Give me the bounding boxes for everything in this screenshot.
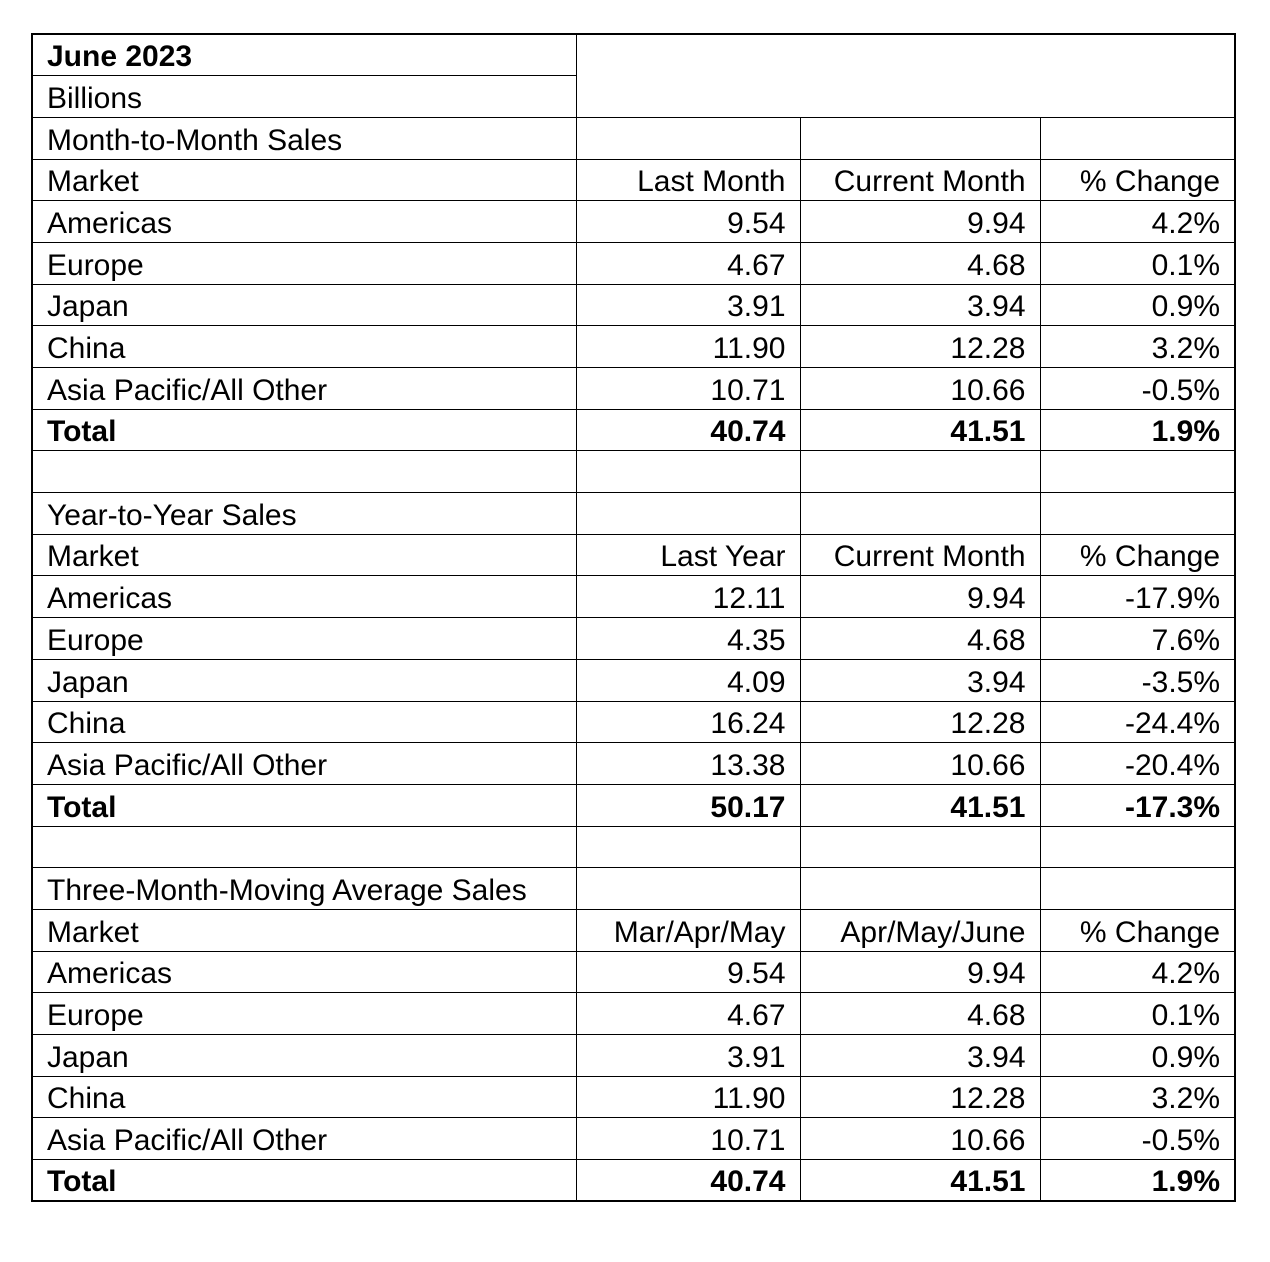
column-header-row — [32, 909, 1235, 951]
blank-cell — [576, 826, 800, 868]
sales-table — [31, 33, 1236, 1202]
title-row — [32, 34, 1235, 76]
market-name: Asia Pacific/All Other — [32, 368, 576, 410]
table-row — [32, 659, 1235, 701]
section-title-row — [32, 117, 1235, 159]
blank-cell — [576, 34, 1235, 76]
value-cell: 13.38 — [576, 743, 800, 785]
table-row — [32, 701, 1235, 743]
market-name: China — [32, 326, 576, 368]
value-cell: 9.54 — [576, 951, 800, 993]
total-value: -17.3% — [1040, 784, 1235, 826]
report-title: June 2023 — [32, 34, 576, 76]
table-row — [32, 951, 1235, 993]
column-header: % Change — [1040, 909, 1235, 951]
blank-cell — [800, 868, 1040, 910]
value-cell: 7.6% — [1040, 618, 1235, 660]
market-name: Asia Pacific/All Other — [32, 1118, 576, 1160]
blank-cell — [800, 451, 1040, 493]
total-value: 41.51 — [800, 409, 1040, 451]
value-cell: 3.94 — [800, 1035, 1040, 1077]
spacer-row — [32, 826, 1235, 868]
column-header: Apr/May/June — [800, 909, 1040, 951]
value-cell: -24.4% — [1040, 701, 1235, 743]
value-cell: 3.2% — [1040, 326, 1235, 368]
value-cell: 4.2% — [1040, 951, 1235, 993]
table-row — [32, 743, 1235, 785]
value-cell: 10.71 — [576, 1118, 800, 1160]
total-value: 40.74 — [576, 409, 800, 451]
section-title: Year-to-Year Sales — [32, 493, 576, 535]
market-name: Americas — [32, 201, 576, 243]
value-cell: 9.54 — [576, 201, 800, 243]
value-cell: 12.28 — [800, 326, 1040, 368]
value-cell: 3.94 — [800, 659, 1040, 701]
value-cell: 10.66 — [800, 1118, 1040, 1160]
blank-cell — [1040, 493, 1235, 535]
value-cell: 0.1% — [1040, 242, 1235, 284]
report-units: Billions — [32, 76, 576, 118]
value-cell: 4.67 — [576, 242, 800, 284]
blank-cell — [1040, 826, 1235, 868]
column-header: Market — [32, 159, 576, 201]
value-cell: -20.4% — [1040, 743, 1235, 785]
market-name: Americas — [32, 951, 576, 993]
total-label: Total — [32, 409, 576, 451]
table-row — [32, 993, 1235, 1035]
blank-cell — [1040, 117, 1235, 159]
value-cell: 0.9% — [1040, 284, 1235, 326]
value-cell: 4.68 — [800, 242, 1040, 284]
column-header: Market — [32, 534, 576, 576]
value-cell: -0.5% — [1040, 368, 1235, 410]
value-cell: 0.9% — [1040, 1035, 1235, 1077]
value-cell: 3.91 — [576, 284, 800, 326]
blank-cell — [1040, 451, 1235, 493]
market-name: Europe — [32, 618, 576, 660]
blank-cell — [32, 451, 576, 493]
column-header-row — [32, 534, 1235, 576]
value-cell: 12.28 — [800, 1076, 1040, 1118]
value-cell: 3.94 — [800, 284, 1040, 326]
section-title: Three-Month-Moving Average Sales — [32, 868, 576, 910]
spacer-row — [32, 451, 1235, 493]
column-header: Last Month — [576, 159, 800, 201]
value-cell: 4.67 — [576, 993, 800, 1035]
units-row — [32, 76, 1235, 118]
blank-cell — [576, 451, 800, 493]
table-row — [32, 201, 1235, 243]
total-label: Total — [32, 1160, 576, 1202]
total-value: 40.74 — [576, 1160, 800, 1202]
value-cell: 11.90 — [576, 1076, 800, 1118]
value-cell: 9.94 — [800, 576, 1040, 618]
value-cell: 10.66 — [800, 743, 1040, 785]
blank-cell — [800, 826, 1040, 868]
total-value: 1.9% — [1040, 409, 1235, 451]
market-name: Japan — [32, 284, 576, 326]
column-header: Current Month — [800, 159, 1040, 201]
value-cell: -17.9% — [1040, 576, 1235, 618]
total-row — [32, 1160, 1235, 1202]
market-name: Japan — [32, 659, 576, 701]
column-header: Current Month — [800, 534, 1040, 576]
blank-cell — [1040, 868, 1235, 910]
value-cell: 3.91 — [576, 1035, 800, 1077]
market-name: Europe — [32, 993, 576, 1035]
market-name: Europe — [32, 242, 576, 284]
blank-cell — [800, 493, 1040, 535]
value-cell: 16.24 — [576, 701, 800, 743]
table-row — [32, 1076, 1235, 1118]
table-row — [32, 1035, 1235, 1077]
blank-cell — [576, 76, 1235, 118]
value-cell: 12.28 — [800, 701, 1040, 743]
market-name: Japan — [32, 1035, 576, 1077]
total-row — [32, 784, 1235, 826]
value-cell: 12.11 — [576, 576, 800, 618]
value-cell: 0.1% — [1040, 993, 1235, 1035]
total-value: 1.9% — [1040, 1160, 1235, 1202]
table-row — [32, 576, 1235, 618]
value-cell: 4.68 — [800, 993, 1040, 1035]
blank-cell — [32, 826, 576, 868]
column-header: % Change — [1040, 534, 1235, 576]
table-row — [32, 242, 1235, 284]
blank-cell — [576, 868, 800, 910]
column-header-row — [32, 159, 1235, 201]
value-cell: 4.2% — [1040, 201, 1235, 243]
market-name: China — [32, 1076, 576, 1118]
section-title-row — [32, 868, 1235, 910]
blank-cell — [576, 117, 800, 159]
column-header: % Change — [1040, 159, 1235, 201]
table-row — [32, 326, 1235, 368]
value-cell: 3.2% — [1040, 1076, 1235, 1118]
table-row — [32, 1118, 1235, 1160]
total-value: 41.51 — [800, 784, 1040, 826]
total-row — [32, 409, 1235, 451]
value-cell: -3.5% — [1040, 659, 1235, 701]
value-cell: 4.35 — [576, 618, 800, 660]
section-title: Month-to-Month Sales — [32, 117, 576, 159]
section-title-row — [32, 493, 1235, 535]
blank-cell — [576, 493, 800, 535]
blank-cell — [800, 117, 1040, 159]
value-cell: 4.68 — [800, 618, 1040, 660]
value-cell: 10.71 — [576, 368, 800, 410]
column-header: Last Year — [576, 534, 800, 576]
value-cell: -0.5% — [1040, 1118, 1235, 1160]
column-header: Mar/Apr/May — [576, 909, 800, 951]
total-label: Total — [32, 784, 576, 826]
table-row — [32, 284, 1235, 326]
value-cell: 10.66 — [800, 368, 1040, 410]
column-header: Market — [32, 909, 576, 951]
total-value: 50.17 — [576, 784, 800, 826]
total-value: 41.51 — [800, 1160, 1040, 1202]
market-name: China — [32, 701, 576, 743]
table-row — [32, 618, 1235, 660]
market-name: Asia Pacific/All Other — [32, 743, 576, 785]
value-cell: 4.09 — [576, 659, 800, 701]
table-row — [32, 368, 1235, 410]
value-cell: 9.94 — [800, 201, 1040, 243]
value-cell: 11.90 — [576, 326, 800, 368]
value-cell: 9.94 — [800, 951, 1040, 993]
market-name: Americas — [32, 576, 576, 618]
